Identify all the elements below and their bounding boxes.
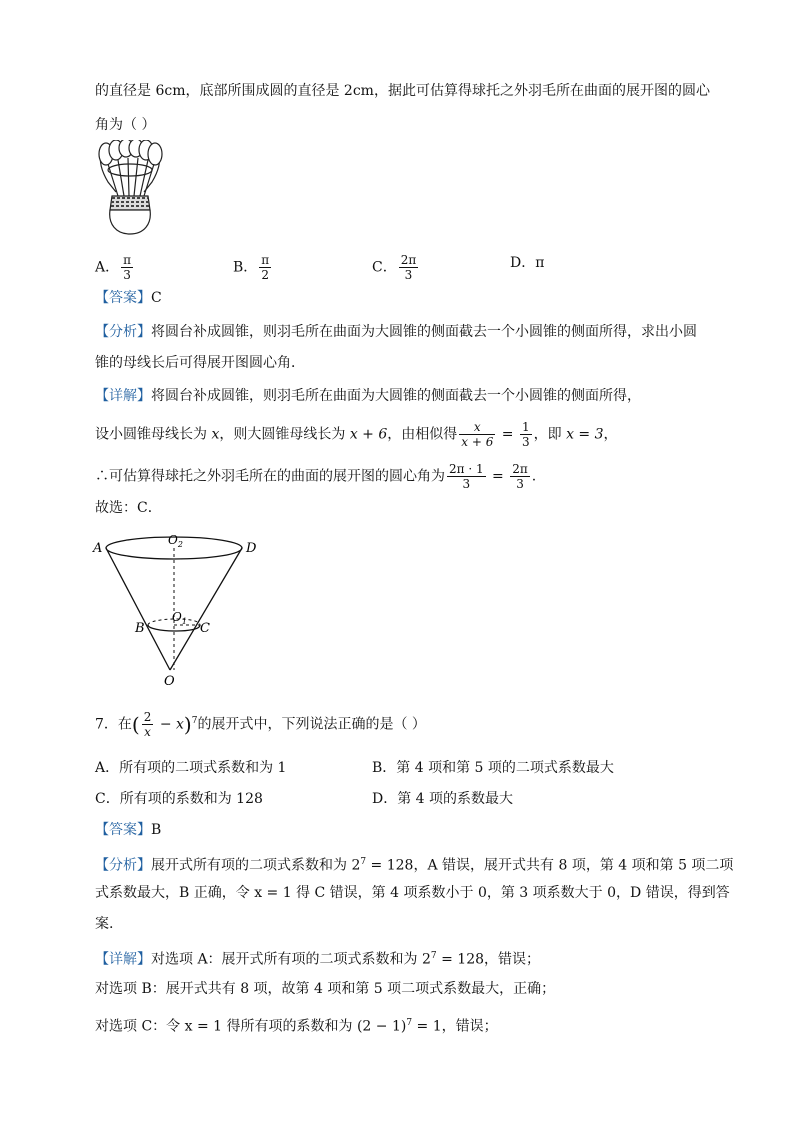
fig-label-o: O xyxy=(164,674,175,689)
analysis-text: 将圆台补成圆锥，则羽毛所在曲面为大圆锥的侧面截去一个小圆锥的侧面所得，求出小圆 xyxy=(151,324,697,340)
cone-figure xyxy=(90,530,270,690)
frac-den: x xyxy=(144,725,151,739)
frac-num: 2 xyxy=(143,710,152,724)
frac-num: 2π xyxy=(512,462,528,476)
q7-option-d: D．第 4 项的系数最大 xyxy=(372,791,514,807)
q6-option-c xyxy=(372,253,420,282)
math-expr: x = 3 xyxy=(566,426,604,443)
answer-tag: 【答案】 xyxy=(95,822,151,838)
option-c-num: 2π xyxy=(400,253,417,267)
frac-num: 2π · 1 xyxy=(449,462,484,476)
q7-detail-line1 xyxy=(95,946,540,970)
frac-den: 3 xyxy=(462,477,471,491)
q7-answer xyxy=(95,820,161,840)
frac-den: x + 6 xyxy=(461,435,494,449)
math-eq: = xyxy=(497,426,518,443)
math-exp: 7 xyxy=(406,1018,413,1028)
q7-analysis-line3: 案. xyxy=(95,916,114,932)
fig-label-o2: $O_2$ xyxy=(168,533,183,549)
detail-text: ，由相似得 xyxy=(387,426,458,443)
option-b-label: B． xyxy=(233,259,258,276)
q6-detail-line1 xyxy=(95,386,641,406)
option-d-label: D． xyxy=(510,255,536,271)
option-c-den: 3 xyxy=(404,268,413,282)
q7-option-c: C．所有项的系数和为 128 xyxy=(95,791,263,807)
math-eq: = xyxy=(487,468,509,485)
math-expr: x + 6 xyxy=(349,426,388,443)
stem-text: 7．在 xyxy=(95,716,132,733)
shuttlecock-image xyxy=(94,140,166,236)
fig-label-o1: $O_1$ xyxy=(172,610,187,626)
math-exp: 7 xyxy=(191,715,198,726)
answer-value: C xyxy=(151,290,162,306)
analysis-tag: 【分析】 xyxy=(95,324,151,340)
option-a-den: 3 xyxy=(123,268,131,282)
frac-den: 3 xyxy=(521,435,530,449)
q6-intro-line2: 角为（ ） xyxy=(95,117,156,133)
frac-num: 1 xyxy=(521,420,530,434)
math-exp: 7 xyxy=(360,857,367,867)
option-d-value: π xyxy=(535,255,545,271)
q6-analysis-line1 xyxy=(95,322,697,342)
q7-analysis-line1 xyxy=(95,852,733,876)
stem-text: 的展开式中，下列说法正确的是（ ） xyxy=(197,716,426,733)
frac-num: x xyxy=(473,420,481,434)
q6-detail-line3 xyxy=(95,462,536,491)
fig-label-a: A xyxy=(93,541,103,556)
option-a-label: A． xyxy=(95,259,120,276)
detail-text: = 1，错误； xyxy=(412,1018,498,1035)
q6-intro-line1: 的直径是 6cm，底部所围成圆的直径是 2cm，据此可估算得球托之外羽毛所在曲面的展开图的圆心 xyxy=(95,83,710,99)
q6-answer xyxy=(95,288,162,308)
q6-option-a xyxy=(95,253,135,282)
detail-text: ，即 xyxy=(533,426,567,443)
q6-choose: 故选：C． xyxy=(95,500,162,516)
math-exp: 7 xyxy=(430,951,437,961)
q7-detail-line2: 对选项 B：展开式共有 8 项，故第 4 项和第 5 项二项式系数最大，正确； xyxy=(95,981,556,997)
detail-text: 对选项 A：展开式所有项的二项式系数和为 2 xyxy=(151,951,431,968)
q7-analysis-line2: 式系数最大，B 正确，令 x = 1 得 C 错误，第 4 项系数小于 0，第 3 项系数大于 0，D 错误，得到答 xyxy=(95,885,730,901)
fig-label-c: C xyxy=(200,621,210,636)
detail-text: 将圆台补成圆锥，则羽毛所在曲面为大圆锥的侧面截去一个小圆锥的侧面所得， xyxy=(151,388,641,404)
fig-label-b: B xyxy=(135,621,145,636)
q7-option-b: B．第 4 项和第 5 项的二项式系数最大 xyxy=(372,760,614,776)
detail-text: . xyxy=(531,468,537,485)
option-a-num: π xyxy=(123,253,132,267)
detail-text: ∴可估算得球托之外羽毛所在的曲面的展开图的圆心角为 xyxy=(95,468,445,485)
math-var: x xyxy=(211,426,220,443)
detail-text: ， xyxy=(603,426,618,443)
math-expr: − x xyxy=(155,716,184,733)
analysis-tag: 【分析】 xyxy=(95,857,151,874)
q7-stem: 7．在( $\frac{2}{x}$ − x)$^7$的展开式中，下列说法正确的是（ ） xyxy=(95,710,426,739)
answer-tag: 【答案】 xyxy=(95,290,151,306)
detail-tag: 【详解】 xyxy=(95,388,151,404)
detail-text: 对选项 C：令 x = 1 得所有项的系数和为 (2 − 1) xyxy=(95,1018,407,1035)
q7-detail-line3 xyxy=(95,1013,498,1037)
option-b-num: π xyxy=(261,253,270,267)
option-b-den: 2 xyxy=(261,268,270,282)
fig-label-d: D xyxy=(246,541,257,556)
answer-value: B xyxy=(151,822,162,838)
q6-detail-line2 xyxy=(95,420,618,449)
q7-option-a: A．所有项的二项式系数和为 1 xyxy=(95,760,287,776)
detail-text: = 128，错误； xyxy=(436,951,541,968)
frac-den: 3 xyxy=(516,477,524,491)
detail-tag: 【详解】 xyxy=(95,951,151,968)
option-c-label: C． xyxy=(372,259,397,276)
detail-text: ，则大圆锥母线长为 xyxy=(219,426,350,443)
q6-analysis-line2: 锥的母线长后可得展开图圆心角． xyxy=(95,355,305,371)
q6-option-d xyxy=(510,253,544,273)
analysis-text: = 128，A 错误，展开式共有 8 项，第 4 项和第 5 项二项 xyxy=(366,857,734,874)
detail-text: 设小圆锥母线长为 xyxy=(95,426,212,443)
analysis-text: 展开式所有项的二项式系数和为 2 xyxy=(151,857,361,874)
q6-option-b xyxy=(233,253,273,282)
